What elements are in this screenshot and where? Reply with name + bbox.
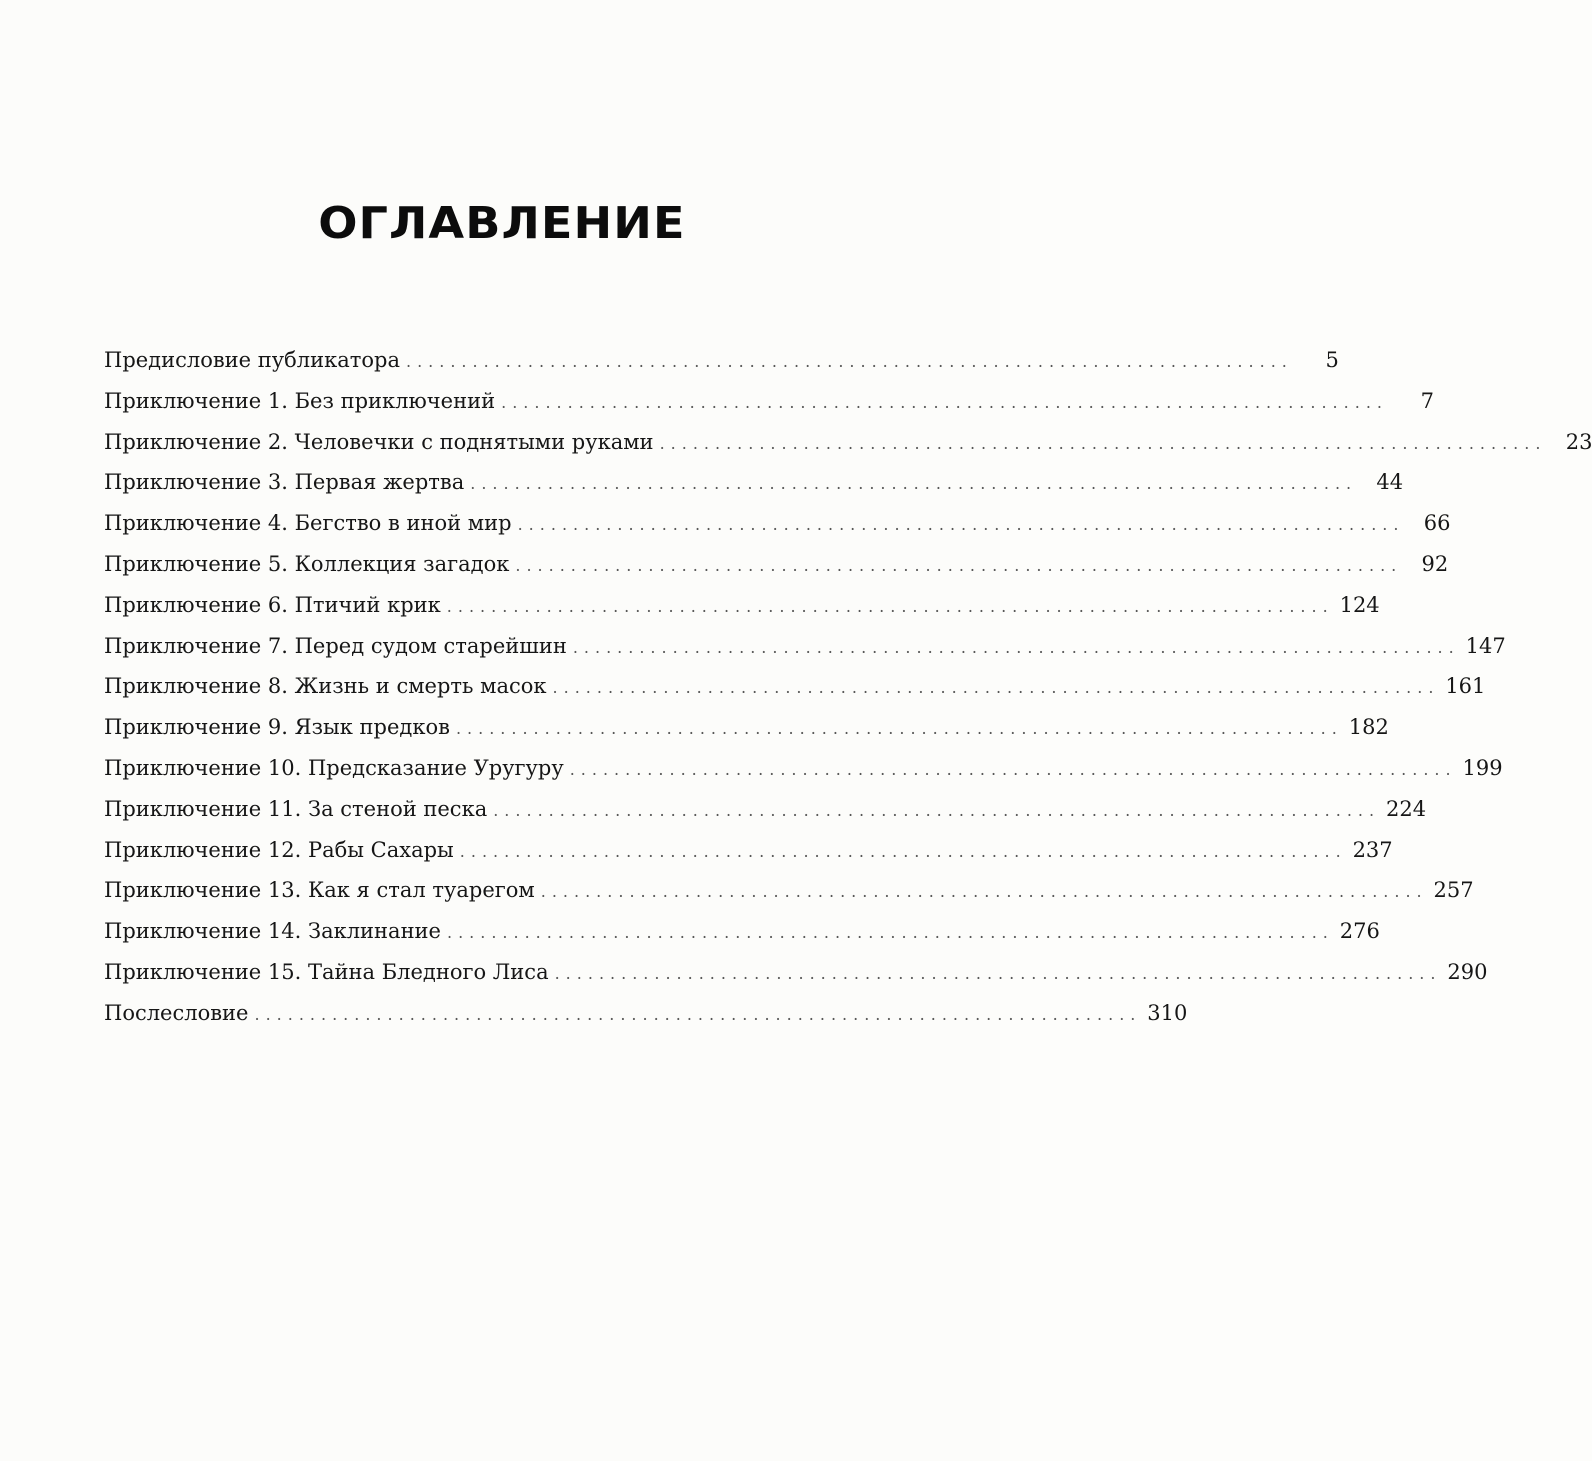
- toc-entry-title: Приключение 11. За стеной песка: [104, 796, 488, 821]
- toc-entry: [104, 993, 1188, 1034]
- toc-entry: [104, 952, 1488, 993]
- toc-entry-page-number: 199: [1462, 755, 1503, 780]
- toc-entry-title: Приключение 9. Язык предков: [104, 715, 450, 740]
- toc-entry-page-number: 124: [1339, 592, 1380, 617]
- toc-dot-leader: ................................................................................: [554, 963, 1442, 983]
- toc-dot-leader: ................................................................................: [515, 555, 1403, 575]
- toc-dot-leader: ................................................................................: [501, 392, 1388, 412]
- toc-entry-title: Приключение 8. Жизнь и смерть масок: [104, 674, 547, 699]
- toc-entry: [104, 422, 1592, 463]
- toc-dot-leader: ................................................................................: [572, 637, 1460, 657]
- toc-entry: [104, 381, 1434, 422]
- toc-dot-leader: ................................................................................: [459, 841, 1347, 861]
- toc-entry: [104, 666, 1486, 707]
- toc-entry-title: Приключение 3. Первая жертва: [104, 470, 465, 495]
- toc-entry-title: Приключение 6. Птичий крик: [104, 592, 441, 617]
- toc-entry: [104, 748, 1503, 789]
- table-of-contents: [104, 340, 1592, 1034]
- toc-dot-leader: ................................................................................: [446, 923, 1334, 943]
- toc-entry-page-number: 147: [1465, 633, 1506, 658]
- toc-dot-leader: ................................................................................: [540, 882, 1428, 902]
- toc-dot-leader: ................................................................................: [569, 759, 1457, 779]
- toc-dot-leader: ................................................................................: [405, 352, 1293, 371]
- toc-entry-page-number: 92: [1421, 551, 1449, 576]
- toc-entry: [104, 462, 1404, 503]
- toc-entry-page-number: 23: [1565, 429, 1592, 454]
- toc-entry: [104, 911, 1380, 952]
- toc-dot-leader: ................................................................................: [517, 515, 1405, 535]
- toc-entry-page-number: 182: [1348, 715, 1389, 740]
- toc-entry-title: Послесловие: [104, 1000, 249, 1025]
- toc-entry-title: Приключение 13. Как я стал туарегом: [104, 878, 535, 903]
- toc-entry-page-number: 161: [1445, 674, 1486, 699]
- toc-entry-page-number: 237: [1352, 837, 1393, 862]
- toc-entry-title: Приключение 15. Тайна Бледного Лиса: [104, 959, 549, 984]
- toc-dot-leader: ................................................................................: [659, 433, 1547, 453]
- toc-entry-page-number: 276: [1339, 919, 1380, 944]
- toc-entry: [104, 789, 1427, 830]
- toc-entry: [104, 870, 1474, 911]
- toc-entry-title: Приключение 10. Предсказание Уругуру: [104, 755, 564, 780]
- toc-entry-title: Предисловие публикатора: [104, 348, 400, 372]
- toc-dot-leader: ................................................................................: [552, 678, 1440, 698]
- toc-entry-title: Приключение 2. Человечки с поднятыми руками: [104, 429, 654, 454]
- toc-entry-page-number: 257: [1433, 878, 1474, 903]
- toc-dot-leader: ................................................................................: [446, 596, 1334, 616]
- toc-entry: [104, 340, 1339, 381]
- toc-entry: [104, 626, 1506, 667]
- toc-entry-title: Приключение 1. Без приключений: [104, 388, 496, 413]
- toc-entry-title: Приключение 7. Перед судом старейшин: [104, 633, 567, 658]
- toc-dot-leader: ................................................................................: [455, 719, 1343, 739]
- toc-dot-leader: ................................................................................: [254, 1004, 1142, 1024]
- toc-dot-leader: ................................................................................: [470, 474, 1358, 494]
- toc-entry: [104, 585, 1380, 626]
- toc-entry-title: Приключение 14. Заклинание: [104, 919, 441, 944]
- toc-entry: [104, 830, 1393, 871]
- toc-entry-page-number: 290: [1447, 959, 1488, 984]
- toc-entry: [104, 544, 1449, 585]
- page-title: ОГЛАВЛЕНИЕ: [318, 198, 686, 249]
- toc-entry-page-number: 310: [1147, 1000, 1188, 1025]
- toc-entry-page-number: 5: [1325, 348, 1339, 372]
- toc-entry-page-number: 224: [1386, 796, 1427, 821]
- toc-entry-page-number: 44: [1376, 470, 1404, 495]
- toc-entry-title: Приключение 5. Коллекция загадок: [104, 551, 510, 576]
- toc-entry-page-number: 7: [1420, 388, 1434, 413]
- toc-dot-leader: ................................................................................: [493, 800, 1381, 820]
- toc-entry-page-number: 66: [1423, 511, 1451, 536]
- toc-entry: [104, 707, 1389, 748]
- toc-entry: [104, 503, 1451, 544]
- toc-entry-title: Приключение 12. Рабы Сахары: [104, 837, 454, 862]
- toc-entry-title: Приключение 4. Бегство в иной мир: [104, 511, 512, 536]
